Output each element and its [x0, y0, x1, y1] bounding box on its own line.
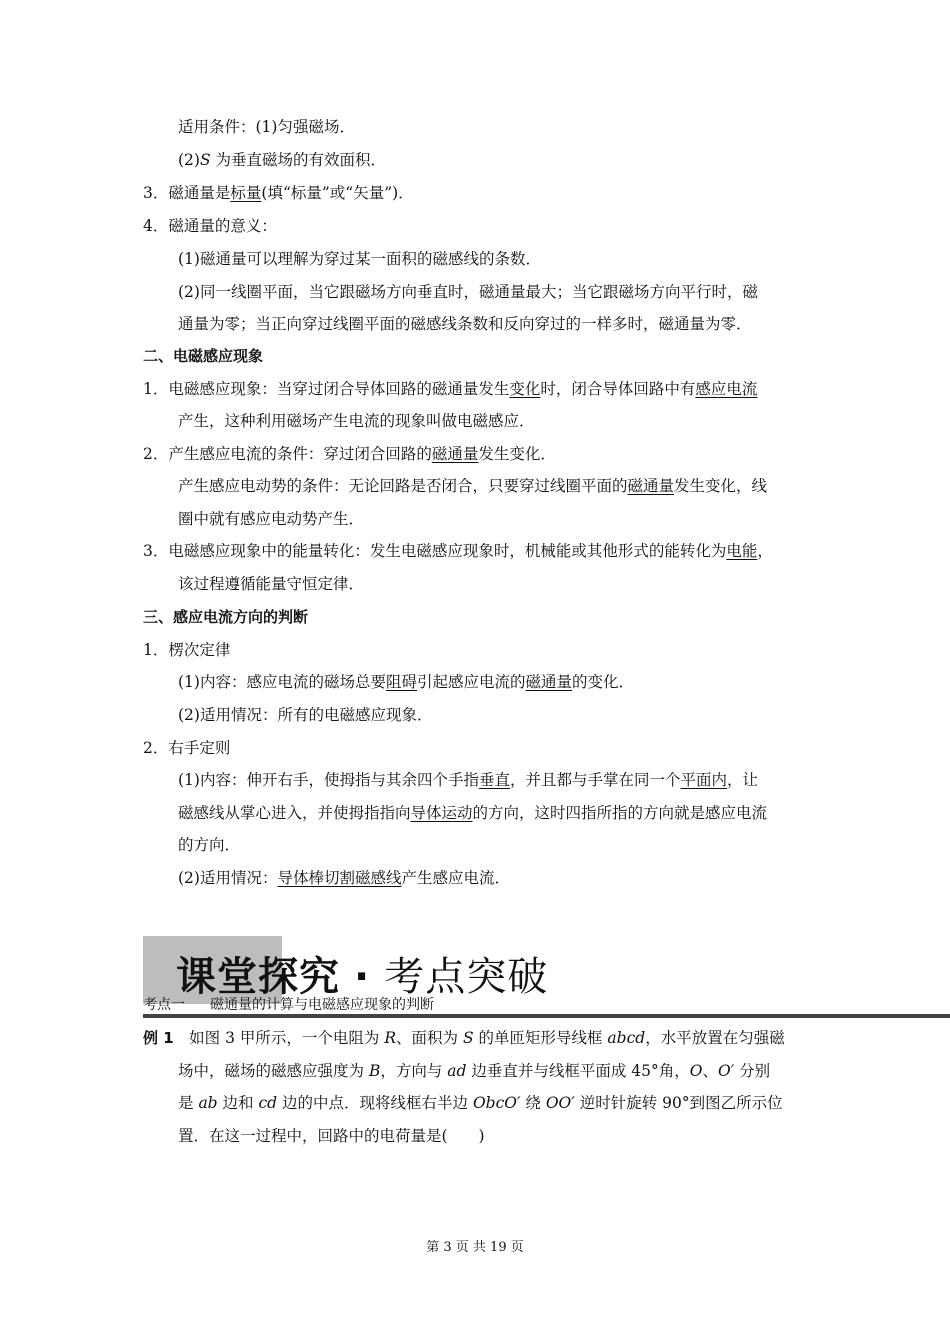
text-line: 产生，这种利用磁场产生电流的现象叫做电磁感应．: [178, 412, 535, 430]
text-line: 通量为零；当正向穿过线圈平面的磁感线条数和反向穿过的一样多时，磁通量为零．: [178, 315, 752, 333]
text-line: 4．磁通量的意义：: [143, 217, 277, 235]
answer-blank: 变化: [509, 380, 541, 398]
text-line: (1)内容：伸开右手，使拇指与其余四个手指垂直，并且都与手掌在同一个平面内，让: [178, 771, 759, 789]
answer-blank: 导体运动: [410, 804, 473, 822]
text-line: 的方向．: [178, 836, 241, 854]
answer-blank: 磁通量: [627, 477, 675, 495]
section-banner: 课堂探究 · 考点突破: [176, 954, 549, 1000]
banner-divider: [143, 1014, 950, 1018]
answer-blank: 电能: [726, 542, 758, 560]
text-line: (2)S 为垂直磁场的有效面积．: [178, 151, 387, 169]
text-line: (2)适用情况：所有的电磁感应现象．: [178, 706, 433, 724]
text-line: 3．磁通量是标量(填“标量”或“矢量”)．: [143, 184, 414, 202]
text-line: (1)磁通量可以理解为穿过某一面积的磁感线的条数．: [178, 250, 541, 268]
text-line: 该过程遵循能量守恒定律．: [178, 575, 365, 593]
text-line: 1．楞次定律: [143, 641, 231, 659]
text-line: 磁感线从掌心进入，并使拇指指向导体运动的方向，这时四指所指的方向就是感应电流: [178, 804, 768, 822]
text-line: 2．右手定则: [143, 739, 231, 757]
answer-blank: 磁通量: [525, 673, 573, 691]
answer-blank: 感应电流: [695, 380, 758, 398]
text-line: 3．电磁感应现象中的能量转化：发生电磁感应现象时，机械能或其他形式的能转化为电能，: [143, 542, 773, 560]
section-heading: 二、电磁感应现象: [143, 347, 264, 365]
text-line: 适用条件：(1)匀强磁场．: [178, 118, 355, 136]
text-line: (2)同一线圈平面，当它跟磁场方向垂直时，磁通量最大；当它跟磁场方向平行时，磁: [178, 283, 758, 301]
example-line: 场中，磁场的磁感应强度为 B，方向与 ad 边垂直并与线框平面成 45°角，O、O′ 分别: [178, 1062, 771, 1080]
example-line: 是 ab 边和 cd 边的中点．现将线框右半边 ObcO′ 绕 OO′ 逆时针旋转 90°到图乙所示位: [178, 1094, 783, 1112]
answer-blank: 标量: [230, 184, 262, 202]
kaodian-title: 磁通量的计算与电磁感应现象的判断: [210, 997, 434, 1013]
answer-blank: 磁通量: [431, 445, 479, 463]
text-line: 产生感应电动势的条件：无论回路是否闭合，只要穿过线圈平面的磁通量发生变化，线: [178, 477, 768, 495]
example-line: 例 1 如图 3 甲所示，一个电阻为 R、面积为 S 的单匝矩形导线框 abcd，水平放置在匀强磁: [143, 1029, 785, 1047]
answer-blank: 垂直: [478, 771, 510, 789]
kaodian-label: 考点一: [143, 997, 185, 1013]
answer-blank: 导体棒切割磁感线: [277, 869, 402, 887]
text-line: (2)适用情况：导体棒切割磁感线产生感应电流．: [178, 869, 510, 887]
example-label: 例 1: [143, 1029, 174, 1047]
answer-blank: 平面内: [680, 771, 728, 789]
page-footer: 第 3 页 共 19 页: [426, 1240, 524, 1255]
text-line: (1)内容：感应电流的磁场总要阻碍引起感应电流的磁通量的变化．: [178, 673, 635, 691]
text-line: 2．产生感应电流的条件：穿过闭合回路的磁通量发生变化．: [143, 445, 556, 463]
section-heading: 三、感应电流方向的判断: [143, 608, 309, 626]
text-line: 1．电磁感应现象：当穿过闭合导体回路的磁通量发生变化时，闭合导体回路中有感应电流: [143, 380, 758, 398]
text-line: 圈中就有感应电动势产生．: [178, 510, 365, 528]
example-line: 置．在这一过程中，回路中的电荷量是( ): [178, 1127, 485, 1145]
answer-blank: 阻碍: [385, 673, 417, 691]
